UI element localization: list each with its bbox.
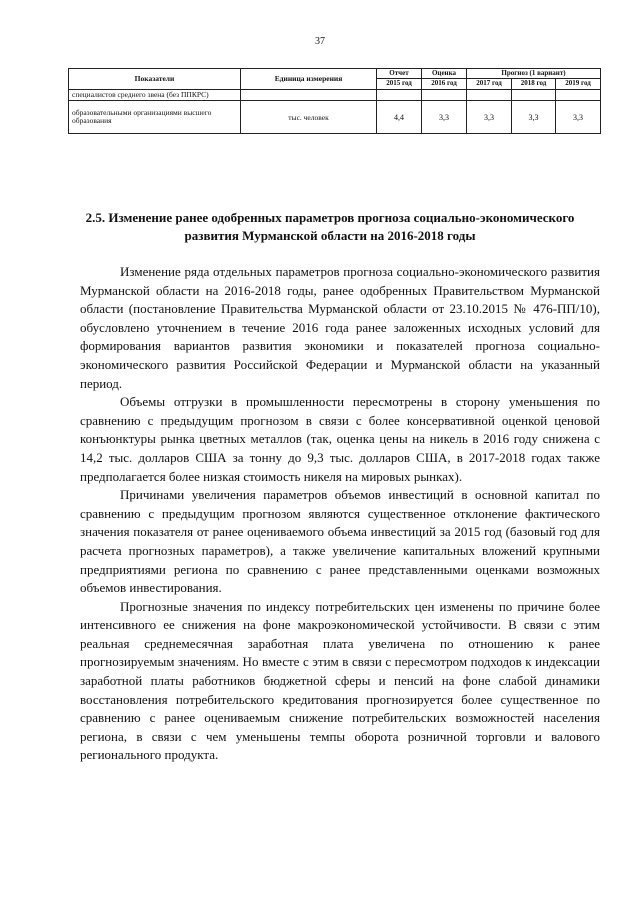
row-value (556, 89, 601, 101)
row-value (512, 89, 556, 101)
table-row (69, 89, 601, 101)
row-unit: тыс. человек (241, 101, 377, 134)
table-header-row (69, 69, 601, 79)
table-row (69, 101, 601, 134)
header-report: Отчет (377, 69, 422, 79)
header-forecast: Прогноз (1 вариант) (467, 69, 601, 79)
page-number: 37 (315, 36, 325, 47)
row-value (422, 89, 467, 101)
row-value (467, 89, 512, 101)
row-indicator: специалистов среднего звена (без ППКРС) (69, 89, 241, 101)
paragraph: Причинами увеличения параметров объемов инвестиций в основной капитал по сравнению с предыдущим прогнозом являются существенное отклонение фактического значения показателя от ранее оцениваемого объема инвестиций за 2015 год (базовый год для расчета прогнозных параметров), а также увеличение капитальных вложений крупными предприятиями региона по сравнению с ранее представленными оценками возможных объемов инвестирования. (80, 487, 600, 596)
row-value: 3,3 (556, 101, 601, 134)
header-indicators: Показатели (69, 69, 241, 90)
row-indicator: образовательными организациями высшего образования (69, 101, 241, 134)
header-estimate: Оценка (422, 69, 467, 79)
row-unit (241, 89, 377, 101)
header-year: 2019 год (556, 79, 601, 89)
row-value: 3,3 (467, 101, 512, 134)
section-title: 2.5. Изменение ранее одобренных параметров прогноза социально-экономического развития Мурманской области на 2016-2018 годы (85, 210, 575, 243)
header-year: 2016 год (422, 79, 467, 89)
row-value: 3,3 (512, 101, 556, 134)
header-year: 2018 год (512, 79, 556, 89)
row-value: 4,4 (377, 101, 422, 134)
row-value (377, 89, 422, 101)
paragraph: Изменение ряда отдельных параметров прогноза социально-экономического развития Мурманской области на 2016-2018 годы, ранее одобренных Правительством Мурманской области (постановление Правительства Мурманской области от 23.10.2015 № 476-ПП/10), обусловлено уточнением в течение 2016 года ранее заложенных исходных условий для формирования вариантов развития экономики и показателей прогноза социально-экономического развития Российской Федерации и Мурманской области на указанный период. (80, 264, 600, 391)
paragraph: Объемы отгрузки в промышленности пересмотрены в сторону уменьшения по сравнению с предыдущим прогнозом в связи с более консервативной оценкой ценовой конъюнктуры рынка цветных металлов (так, оценка цены на никель в 2016 году снижена с 14,2 тыс. долларов США за тонну до 9,3 тыс. долларов США, в 2017-2018 годах также предполагается более низкая стоимость никеля на мировых рынках). (80, 394, 600, 484)
header-unit: Единица измерения (241, 69, 377, 90)
body-text (80, 263, 600, 765)
header-year: 2015 год (377, 79, 422, 89)
header-year: 2017 год (467, 79, 512, 89)
parameters-table (68, 68, 601, 134)
row-value: 3,3 (422, 101, 467, 134)
paragraph: Прогнозные значения по индексу потребительских цен изменены по причине более интенсивного ее снижения на фоне макроэкономической устойчивости. В связи с этим реальная среднемесячная заработная плата увеличена по отношению к ранее прогнозируемым значениям. Но вместе с этим в связи с пересмотром подходов к индексации заработной платы работников бюджетной сферы и пенсий на фоне слабой динамики восстановления потребительского кредитования прогнозируется более существенное по сравнению с ранее оцениваемым снижение потребительских возможностей населения региона, в связи с чем уменьшены темпы оборота розничной торговли и валового регионального продукта. (80, 598, 600, 763)
